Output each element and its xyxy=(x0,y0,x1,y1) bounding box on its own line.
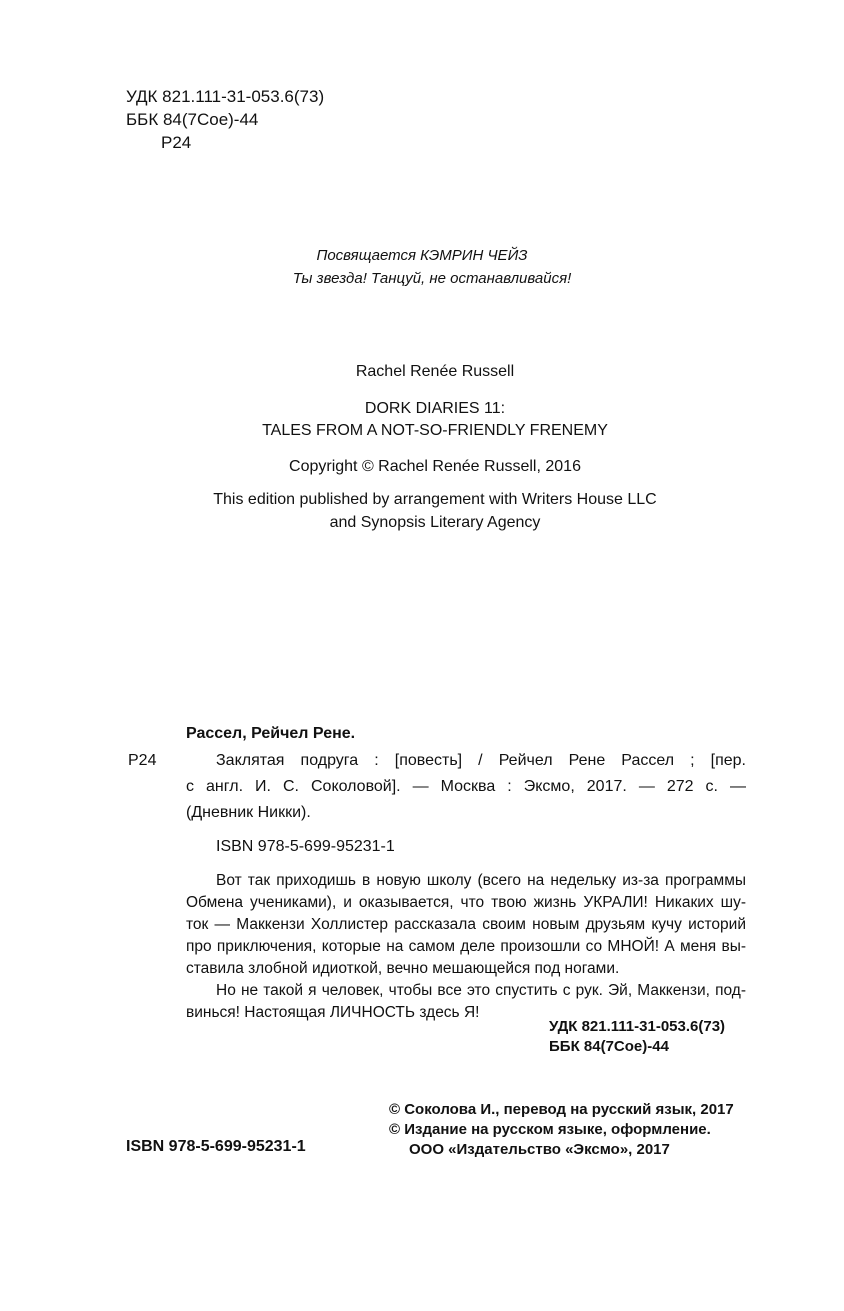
catalog-description-line-1: Заклятая подруга : [повесть] / Рейчел Рене Рассел ; [пер. xyxy=(216,752,746,769)
catalog-udk: УДК 821.111-31-053.6(73) xyxy=(549,1018,726,1035)
udk-code: УДК 821.111-31-053.6(73) xyxy=(126,87,325,106)
footer-isbn: ISBN 978-5-699-95231-1 xyxy=(126,1138,306,1155)
catalog-author-heading: Рассел, Рейчел Рене. xyxy=(186,725,356,742)
annotation-line: ставила злобной идиоткой, вечно мешающейся под ногами. xyxy=(186,960,620,977)
annotation-line: ток — Маккензи Холлистер рассказала своим новым друзьям кучу историй xyxy=(186,916,746,933)
catalog-description-line-2: с англ. И. С. Соколовой]. — Москва : Эксмо, 2017. — 272 с. — xyxy=(186,778,746,795)
original-title: TALES FROM A NOT-SO-FRIENDLY FRENEMY xyxy=(262,422,608,439)
annotation-line: Обмена учениками), и оказывается, что твою жизнь УКРАЛИ! Никаких шу- xyxy=(186,894,746,911)
annotation-line: Но не такой я человек, чтобы все это спустить с рук. Эй, Маккензи, под- xyxy=(216,982,746,999)
annotation-line: винься! Настоящая ЛИЧНОСТЬ здесь Я! xyxy=(186,1004,480,1021)
translation-copyright: © Соколова И., перевод на русский язык, 2017 xyxy=(389,1101,734,1118)
original-series: DORK DIARIES 11: xyxy=(364,400,506,417)
edition-note-line-1: This edition published by arrangement with Writers House LLC xyxy=(213,491,657,508)
design-copyright-line-1: © Издание на русском языке, оформление. xyxy=(389,1121,711,1138)
annotation xyxy=(186,870,746,1024)
author-mark: Р24 xyxy=(161,133,192,152)
original-author: Rachel Renée Russell xyxy=(355,363,515,380)
bbk-code: ББК 84(7Сое)-44 xyxy=(126,110,259,129)
catalog-bbk: ББК 84(7Сое)-44 xyxy=(549,1038,669,1055)
annotation-line: Вот так приходишь в новую школу (всего на недельку из-за программы xyxy=(216,872,746,889)
dedication-line-1: Посвящается КЭМРИН ЧЕЙЗ xyxy=(316,247,528,264)
original-copyright: Copyright © Rachel Renée Russell, 2016 xyxy=(289,458,581,475)
catalog-description-line-3: (Дневник Никки). xyxy=(186,804,311,821)
catalog-isbn: ISBN 978-5-699-95231-1 xyxy=(216,838,395,855)
catalog-mark: Р24 xyxy=(128,752,157,769)
dedication-line-2: Ты звезда! Танцуй, не останавливайся! xyxy=(292,270,572,287)
design-copyright-line-2: ООО «Издательство «Эксмо», 2017 xyxy=(409,1141,670,1158)
annotation-line: про приключения, которые на самом деле произошли со МНОЙ! А меня вы- xyxy=(186,938,746,955)
edition-note-line-2: and Synopsis Literary Agency xyxy=(329,514,541,531)
